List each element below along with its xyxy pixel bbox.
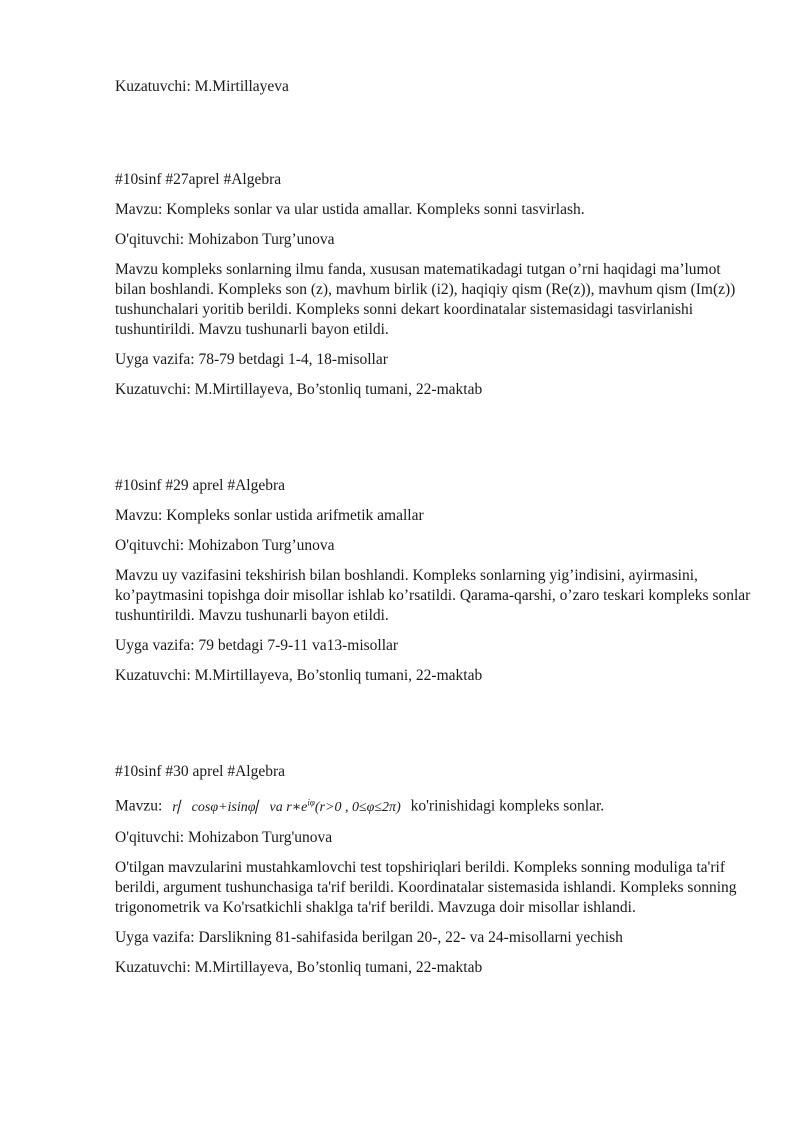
topic-prefix: Mavzu: bbox=[115, 797, 163, 815]
entry-observer: Kuzatuvchi: M.Mirtillayeva, Bo’stonliq tumani, 22-maktab bbox=[115, 958, 483, 976]
entry-observer: Kuzatuvchi: M.Mirtillayeva, Bo’stonliq tumani, 22-maktab bbox=[115, 381, 483, 398]
entry-tags: #10sinf #29 aprel #Algebra bbox=[115, 477, 286, 494]
entry-topic: Mavzu: Kompleks sonlar va ular ustida amallar. Kompleks sonni tasvirlash. bbox=[115, 201, 585, 218]
entry-homework: Uyga vazifa: 78-79 betdagi 1-4, 18-misollar bbox=[115, 351, 388, 368]
entry-homework: Uyga vazifa: 79 betdagi 7-9-11 va13-misollar bbox=[115, 637, 399, 654]
entry-tags: #10sinf #27aprel #Algebra bbox=[115, 171, 282, 188]
entry-topic bbox=[115, 792, 755, 818]
topic-formula bbox=[166, 797, 407, 815]
entry-homework: Uyga vazifa: Darslikning 81-sahifasida berilgan 20-, 22- va 24-misollarni yechish bbox=[115, 928, 623, 946]
report-entry-30-april bbox=[115, 762, 755, 988]
entry-description: Mavzu kompleks sonlarning ilmu fanda, xususan matematikadagi tutgan o’rni haqidagi ma’lumot bilan boshlandi. Kompleks son (z), mavhum birlik (i2), haqiqiy qism (Re(z)), mavhum qism (Im(z)) tushunchalari yoritib berildi. Kompleks sonni dekart koordinatalar sistemasidagi tasvirlanishi tushuntirildi. Mavzu tushunarli bayon etildi. bbox=[115, 261, 736, 338]
entry-observer: Kuzatuvchi: M.Mirtillayeva, Bo’stonliq tumani, 22-maktab bbox=[115, 667, 483, 684]
entry-description: O'tilgan mavzularini mustahkamlovchi test topshiriqlari berildi. Kompleks sonning moduliga ta'rif berildi, argument tushunchasiga ta'rif berildi. Koordinatalar sistemasida ishlandi. Kompleks sonning trigonometrik va Ko'rsatkichli shaklga ta'rif berildi. Mavzuga doir misollar ishlandi. bbox=[115, 858, 737, 916]
entry-teacher: O'qituvchi: Mohizabon Turg’unova bbox=[115, 537, 335, 554]
header-observer: Kuzatuvchi: M.Mirtillayeva bbox=[115, 78, 289, 95]
report-entry-27-april bbox=[115, 170, 755, 410]
entry-teacher: O'qituvchi: Mohizabon Turg’unova bbox=[115, 231, 335, 248]
topic-suffix: ko'rinishidagi kompleks sonlar. bbox=[410, 797, 605, 815]
entry-tags: #10sinf #30 aprel #Algebra bbox=[115, 763, 286, 780]
entry-description: Mavzu uy vazifasini tekshirish bilan boshlandi. Kompleks sonlarning yig’indisini, ayirmasini, ko’paytmasini topishga doir misollar ishlab ko’rsatildi. Qarama-qarshi, o’zaro teskari kompleks sonlar tushuntirildi. Mavzu tushunarli bayon etildi. bbox=[115, 567, 751, 624]
formula-exponent: iφ bbox=[307, 797, 315, 807]
formula-main: r⎸cosφ+isinφ⎸va r∗e bbox=[172, 799, 308, 815]
entry-teacher: O'qituvchi: Mohizabon Turg'unova bbox=[115, 828, 333, 846]
entry-topic: Mavzu: Kompleks sonlar ustida arifmetik amallar bbox=[115, 507, 424, 524]
report-entry-29-april bbox=[115, 476, 755, 696]
formula-condition: (r>0 , 0≤φ≤2π) bbox=[314, 799, 401, 815]
